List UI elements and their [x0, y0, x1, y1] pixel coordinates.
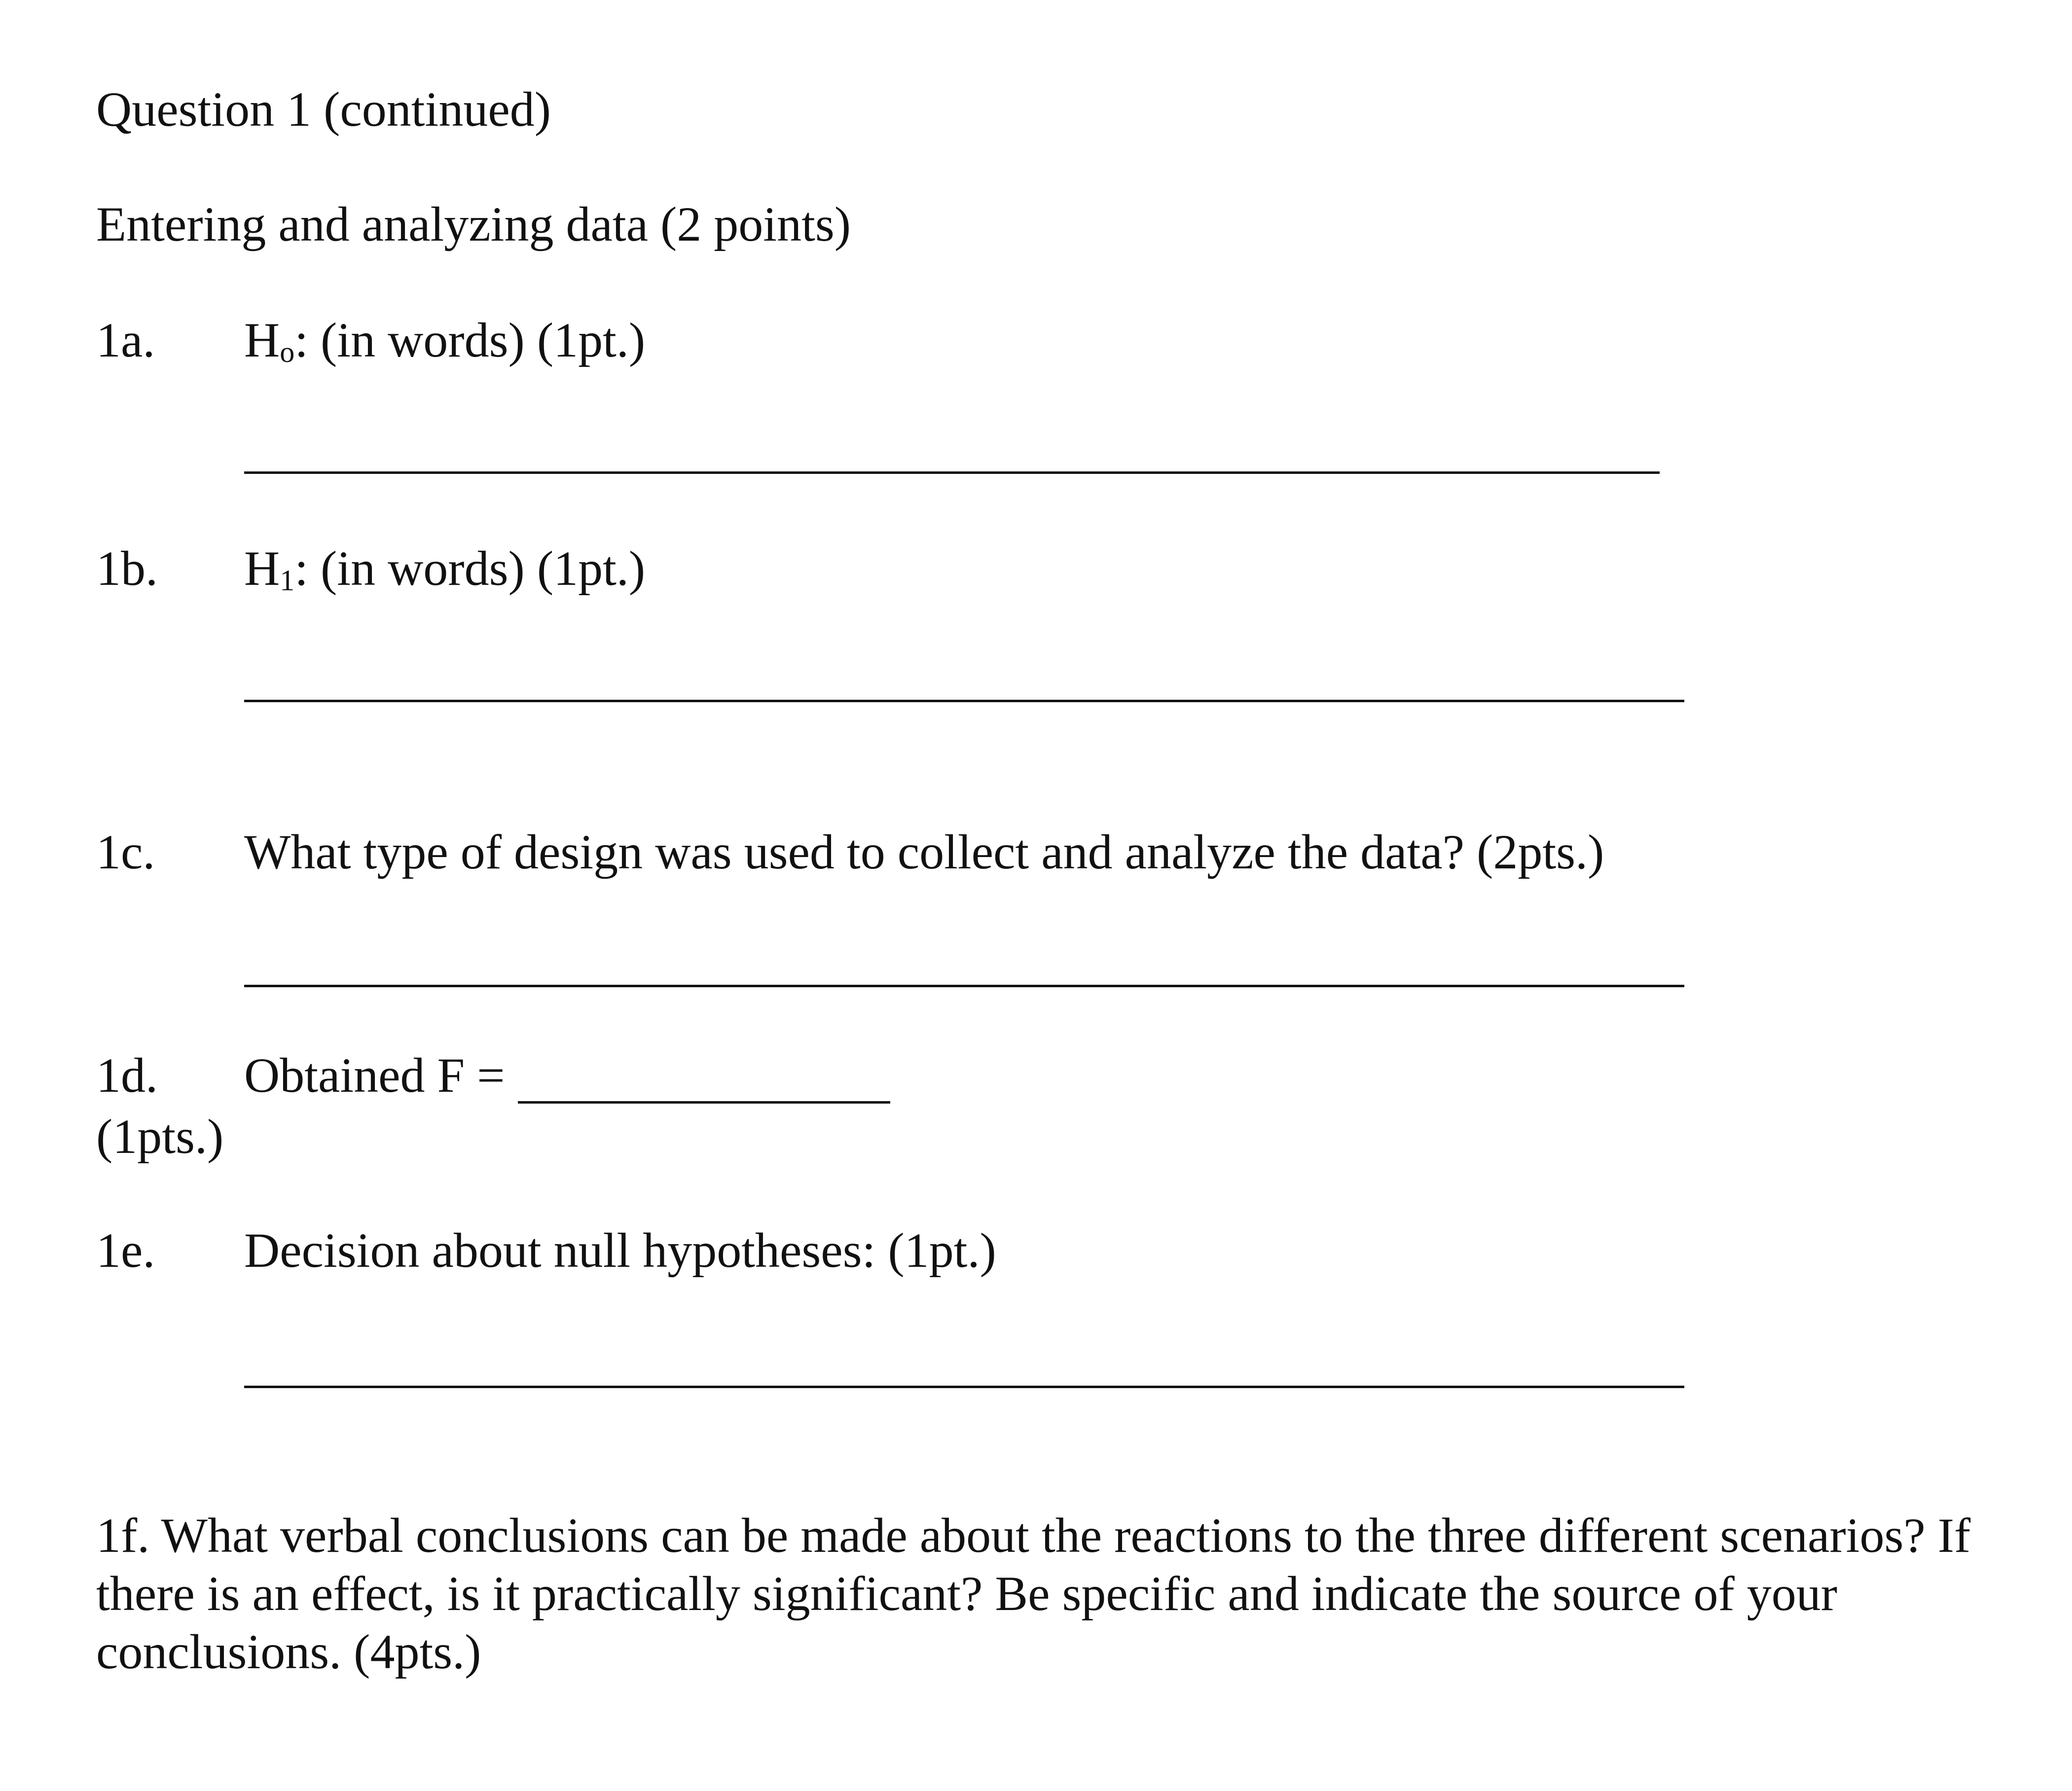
- item-1e-text: Decision about null hypotheses: (1pt.): [244, 1223, 996, 1278]
- question-heading: Question 1 (continued): [96, 82, 551, 137]
- item-1b-number: 1b.: [96, 541, 158, 596]
- item-1d-text: Obtained F =: [244, 1048, 505, 1103]
- item-1a-number: 1a.: [96, 313, 155, 367]
- null-hypothesis-symbol: Ho: [244, 313, 295, 368]
- item-1f-text: 1f. What verbal conclusions can be made about the reactions to the three different scenarios? If there is an effect, is it practically significant? Be specific and indicate the source of your conclusions. (4pts.): [96, 1508, 1971, 1679]
- item-1a-text: : (in words) (1pt.): [294, 313, 646, 367]
- item-1b-prompt: [244, 541, 646, 597]
- answer-line-obtained-f[interactable]: [518, 1101, 890, 1104]
- answer-line-1c[interactable]: [244, 985, 1684, 987]
- item-1a-prompt: [244, 313, 646, 368]
- item-1d-points: (1pts.): [96, 1109, 224, 1164]
- answer-line-1e[interactable]: [244, 1386, 1684, 1388]
- item-1b-text: : (in words) (1pt.): [294, 541, 646, 596]
- answer-line-1b[interactable]: [244, 700, 1684, 702]
- item-1c-text: What type of design was used to collect and analyze the data? (2pts.): [244, 824, 1604, 879]
- item-1e-number: 1e.: [96, 1223, 155, 1278]
- answer-line-1a[interactable]: [244, 471, 1660, 474]
- item-1c-number: 1c.: [96, 824, 155, 879]
- item-1d-number: 1d.: [96, 1048, 158, 1103]
- alternative-hypothesis-symbol: H1: [244, 541, 295, 597]
- section-title: Entering and analyzing data (2 points): [96, 197, 851, 251]
